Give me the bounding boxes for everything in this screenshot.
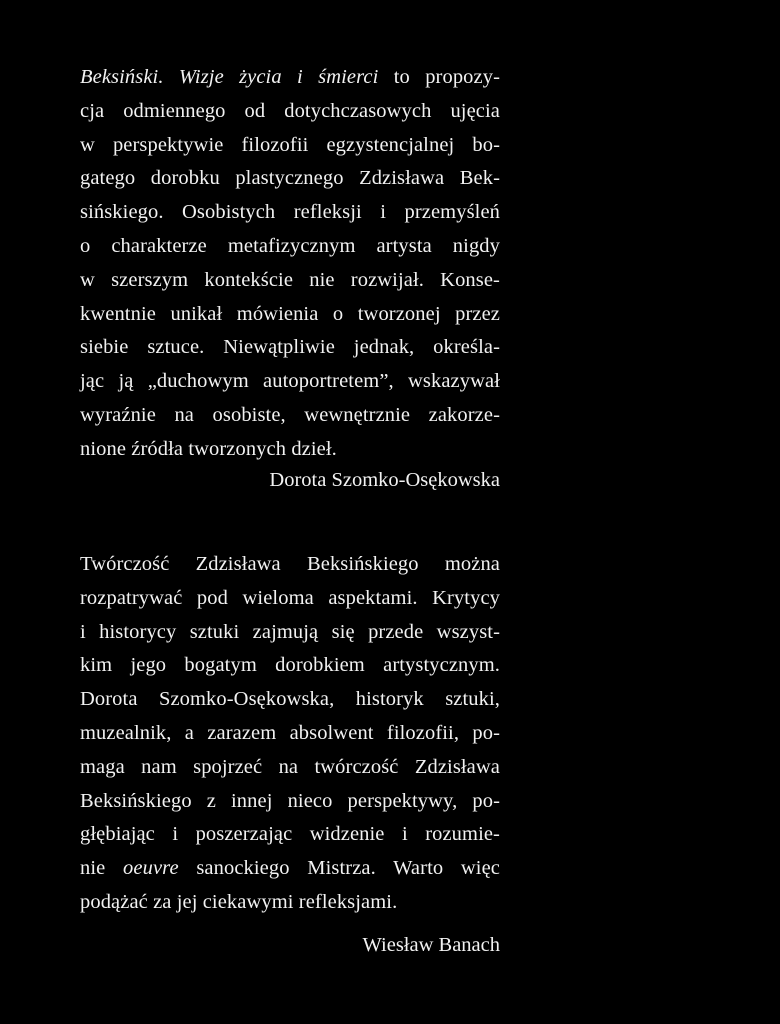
text-line: w perspektywie filozofii egzystencjalnej bo- bbox=[80, 133, 500, 156]
oeuvre-italic: oeuvre bbox=[123, 857, 179, 880]
text-line: Beksiński. Wizje życia i śmierci to propozy- bbox=[80, 66, 500, 88]
blurb-paragraph-1 bbox=[80, 61, 500, 467]
book-title-italic: Beksiński. Wizje życia i śmierci bbox=[80, 66, 379, 88]
text-line: głębiając i poszerzając widzenie i rozumie- bbox=[80, 823, 500, 846]
text-line: rozpatrywać pod wieloma aspektami. Krytycy bbox=[80, 586, 500, 609]
text-line: Dorota Szomko-Osękowska, historyk sztuki, bbox=[80, 688, 500, 711]
text-line: Twórczość Zdzisława Beksińskiego można bbox=[80, 553, 500, 575]
text-line: w szerszym kontekście nie rozwijał. Konse- bbox=[80, 268, 500, 291]
text-line: wyraźnie na osobiste, wewnętrznie zakorze- bbox=[80, 403, 500, 426]
text-line: i historycy sztuki zajmują się przede wszyst- bbox=[80, 620, 500, 643]
text-line: siebie sztuce. Niewątpliwie jednak, określa- bbox=[80, 336, 500, 359]
text-line: Beksińskiego z innej nieco perspektywy, po- bbox=[80, 789, 500, 812]
text-line: maga nam spojrzeć na twórczość Zdzisława bbox=[80, 755, 500, 778]
text-line: gatego dorobku plastycznego Zdzisława Bek- bbox=[80, 167, 500, 190]
text-line: nie oeuvre sanockiego Mistrza. Warto więc bbox=[80, 857, 500, 880]
text-line: kwentnie unikał mówienia o tworzonej przez bbox=[80, 302, 500, 325]
text-line: nione źródła tworzonych dzieł. bbox=[80, 437, 337, 460]
signature-author-1: Dorota Szomko-Osękowska bbox=[269, 469, 500, 491]
text-line: o charakterze metafizycznym artysta nigdy bbox=[80, 234, 500, 257]
blurb-paragraph-2 bbox=[80, 548, 500, 920]
text-line: cja odmiennego od dotychczasowych ujęcia bbox=[80, 99, 500, 122]
signature-author-2: Wiesław Banach bbox=[362, 934, 500, 956]
text-line: podążać za jej ciekawymi refleksjami. bbox=[80, 890, 398, 913]
text-line: muzealnik, a zarazem absolwent filozofii, po- bbox=[80, 721, 500, 744]
text-line: jąc ją „duchowym autoportretem”, wskazywał bbox=[80, 370, 500, 393]
text-line: kim jego bogatym dorobkiem artystycznym. bbox=[80, 654, 500, 677]
text-line: sińskiego. Osobistych refleksji i przemyśleń bbox=[80, 201, 500, 224]
